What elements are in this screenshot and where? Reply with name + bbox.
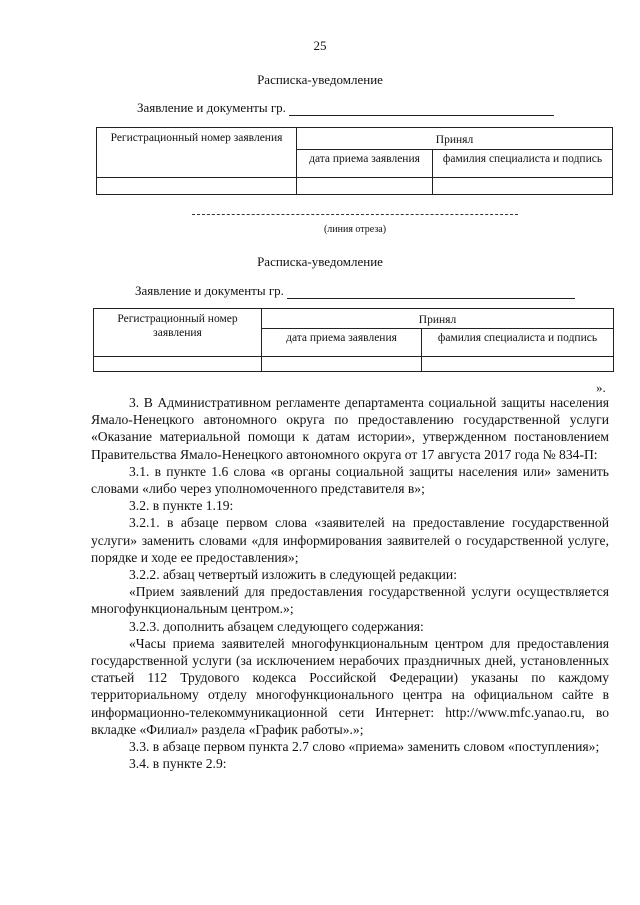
receipt-2-date-cell bbox=[262, 357, 422, 372]
cut-line-label: (линия отреза) bbox=[323, 224, 387, 235]
paragraph-3: 3. В Административном регламенте департамента социальной защиты населения Ямало-Ненецкого автономного округа по предоставлению государственной услуги «Оказание материальной помощи к датам истории», утвержденном постановлением Правительства Ямало-Ненецкого автономного округа от 17 августа 2017 года № 834-П: bbox=[91, 395, 609, 462]
paragraph-3-4: 3.4. в пункте 2.9: bbox=[129, 756, 227, 772]
receipt-1-table bbox=[96, 127, 613, 195]
paragraph-3-2: 3.2. в пункте 1.19: bbox=[129, 498, 234, 514]
receipt-2-specialist-cell bbox=[422, 357, 614, 372]
receipt-1-reg-number-header: Регистрационный номер заявления bbox=[97, 128, 297, 178]
receipt-2-title: Расписка-уведомление bbox=[257, 254, 383, 269]
receipt-2-accepted-header: Принял bbox=[262, 309, 614, 329]
receipt-2-date-header: дата приема заявления bbox=[262, 329, 422, 357]
receipt-1-accepted-header: Принял bbox=[297, 128, 613, 150]
receipt-2-specialist-header: фамилия специалиста и подпись bbox=[422, 329, 614, 357]
receipt-1-title: Расписка-уведомление bbox=[257, 72, 383, 87]
receipt-1-specialist-header: фамилия специалиста и подпись bbox=[433, 150, 613, 178]
receipt-1-specialist-cell bbox=[433, 178, 613, 195]
receipt-1-applicant-blank bbox=[289, 103, 554, 116]
receipt-2-reg-number-header: Регистрационный номер заявления bbox=[94, 309, 262, 357]
receipt-1-date-cell bbox=[297, 178, 433, 195]
cut-line bbox=[192, 214, 518, 215]
receipt-1-applicant-label: Заявление и документы гр. bbox=[137, 100, 286, 115]
paragraph-3-2-2: 3.2.2. абзац четвертый изложить в следующей редакции: bbox=[129, 567, 457, 583]
receipt-1-applicant-line bbox=[137, 100, 554, 116]
closing-quote: ». bbox=[596, 380, 606, 395]
receipt-2-applicant-line bbox=[135, 283, 575, 299]
receipt-1-date-header: дата приема заявления bbox=[297, 150, 433, 178]
receipt-2-applicant-blank bbox=[287, 286, 575, 299]
page-number: 25 bbox=[313, 38, 327, 53]
paragraph-3-1: 3.1. в пункте 1.6 слова «в органы социальной защиты населения или» заменить словами «либо через уполномоченного представителя в»; bbox=[91, 463, 609, 497]
paragraph-3-2-3-text: «Часы приема заявителей многофункциональным центром для предоставления государственной услуги (за исключением нерабочих праздничных дней, установленных статьей 112 Трудового кодекса Российской Федерации) указаны по каждому территориальному отделу многофункционального центра на официальном сайте в информационно-телекоммуникационной сети Интернет: http://www.mfc.yanao.ru, во вкладке «Филиал» раздела «График работы».»; bbox=[91, 635, 609, 737]
receipt-1-reg-number-cell bbox=[97, 178, 297, 195]
paragraph-3-2-2-text: «Прием заявлений для предоставления государственной услуги осуществляется многофункциональным центром.»; bbox=[91, 584, 609, 617]
amendment-text bbox=[91, 394, 609, 772]
receipt-2-table bbox=[93, 308, 614, 372]
receipt-2-applicant-label: Заявление и документы гр. bbox=[135, 283, 284, 298]
paragraph-3-3: 3.3. в абзаце первом пункта 2.7 слово «приема» заменить словом «поступления»; bbox=[129, 739, 600, 755]
receipt-2-reg-number-cell bbox=[94, 357, 262, 372]
paragraph-3-2-1: 3.2.1. в абзаце первом слова «заявителей на предоставление государственной услуги» заменить словами «для информирования заявителей о государственной услуге, порядке и ходе ее предоставления»; bbox=[91, 515, 609, 565]
paragraph-3-2-3: 3.2.3. дополнить абзацем следующего содержания: bbox=[129, 618, 424, 634]
